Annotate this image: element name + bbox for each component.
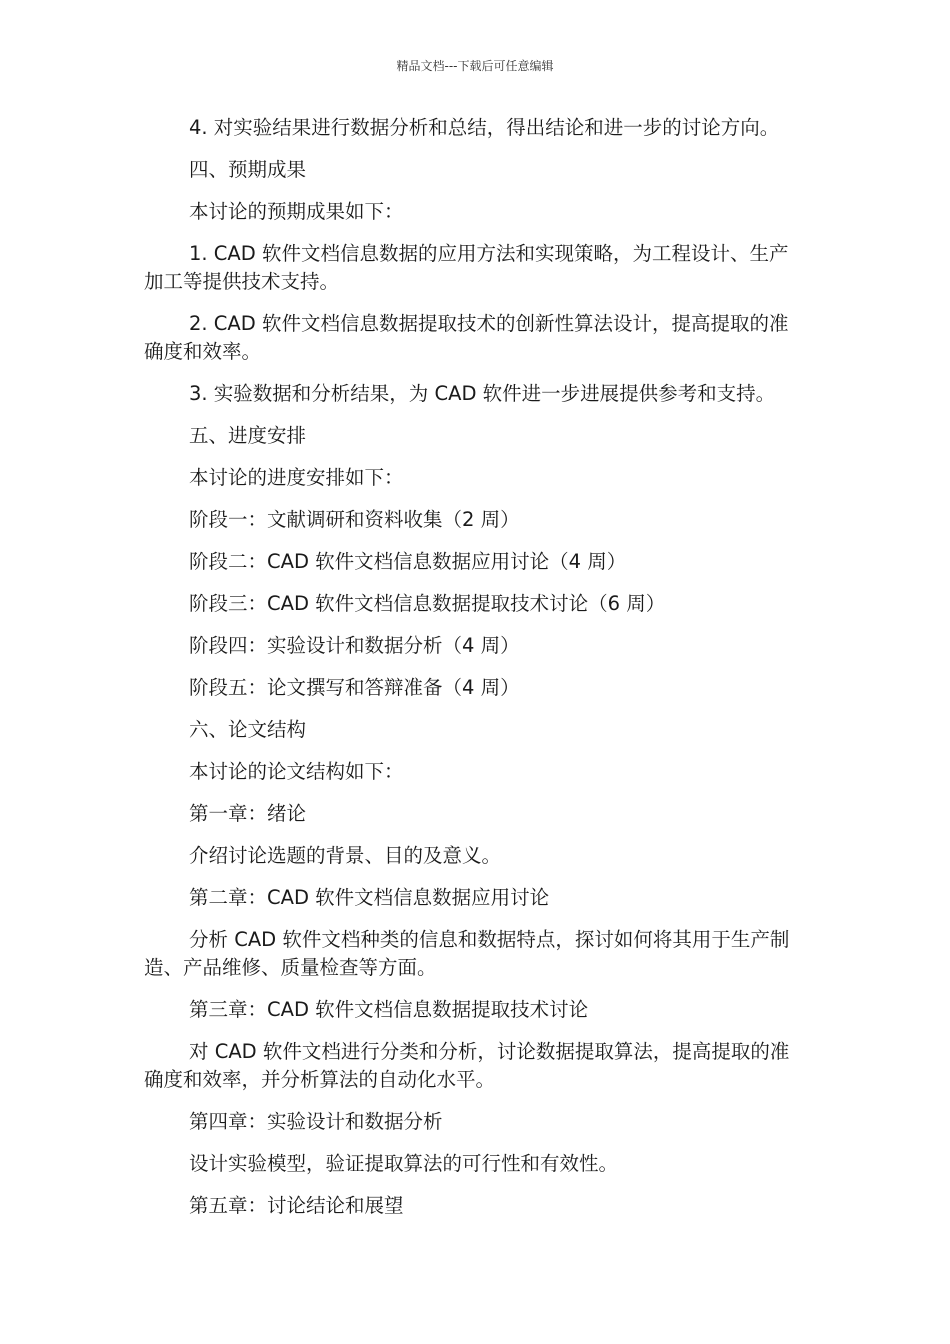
document-body xyxy=(144,114,806,1234)
schedule-stage-2: 阶段二：CAD 软件文档信息数据应用讨论（4 周） xyxy=(189,550,627,573)
chapter-1-title: 第一章：绪论 xyxy=(189,802,307,825)
chapter-2-title: 第二章：CAD 软件文档信息数据应用讨论 xyxy=(189,886,550,909)
paragraph-structure-intro: 本讨论的论文结构如下： xyxy=(189,760,404,783)
chapter-4-desc: 设计实验模型，验证提取算法的可行性和有效性。 xyxy=(189,1152,619,1175)
chapter-3-title: 第三章：CAD 软件文档信息数据提取技术讨论 xyxy=(189,998,589,1021)
chapter-2-desc: 分析 CAD 软件文档种类的信息和数据特点，探讨如何将其用于生产制造、产品维修、质量检查等方面。 xyxy=(144,928,790,979)
paragraph-schedule-intro: 本讨论的进度安排如下： xyxy=(189,466,404,489)
schedule-stage-4: 阶段四：实验设计和数据分析（4 周） xyxy=(189,634,520,657)
paragraph-expected-2: 2. CAD 软件文档信息数据提取技术的创新性算法设计，提高提取的准确度和效率。 xyxy=(144,312,789,363)
schedule-stage-1: 阶段一：文献调研和资料收集（2 周） xyxy=(189,508,520,531)
chapter-3-desc: 对 CAD 软件文档进行分类和分析，讨论数据提取算法，提高提取的准确度和效率，并分析算法的自动化水平。 xyxy=(144,1040,790,1091)
paragraph-step-4: 4. 对实验结果进行数据分析和总结，得出结论和进一步的讨论方向。 xyxy=(189,116,780,139)
paragraph-expected-1: 1. CAD 软件文档信息数据的应用方法和实现策略，为工程设计、生产加工等提供技术支持。 xyxy=(144,242,789,293)
chapter-5-title: 第五章：讨论结论和展望 xyxy=(189,1194,404,1217)
schedule-stage-3: 阶段三：CAD 软件文档信息数据提取技术讨论（6 周） xyxy=(189,592,666,615)
section-heading-expected-results: 四、预期成果 xyxy=(189,158,307,181)
section-heading-schedule: 五、进度安排 xyxy=(189,424,307,447)
chapter-1-desc: 介绍讨论选题的背景、目的及意义。 xyxy=(189,844,502,867)
paragraph-expected-3: 3. 实验数据和分析结果，为 CAD 软件进一步进展提供参考和支持。 xyxy=(189,382,776,405)
schedule-stage-5: 阶段五：论文撰写和答辩准备（4 周） xyxy=(189,676,520,699)
page-header: 精品文档---下载后可任意编辑 xyxy=(396,59,554,73)
chapter-4-title: 第四章：实验设计和数据分析 xyxy=(189,1110,443,1133)
paragraph-expected-intro: 本讨论的预期成果如下： xyxy=(189,200,404,223)
section-heading-structure: 六、论文结构 xyxy=(189,718,307,741)
